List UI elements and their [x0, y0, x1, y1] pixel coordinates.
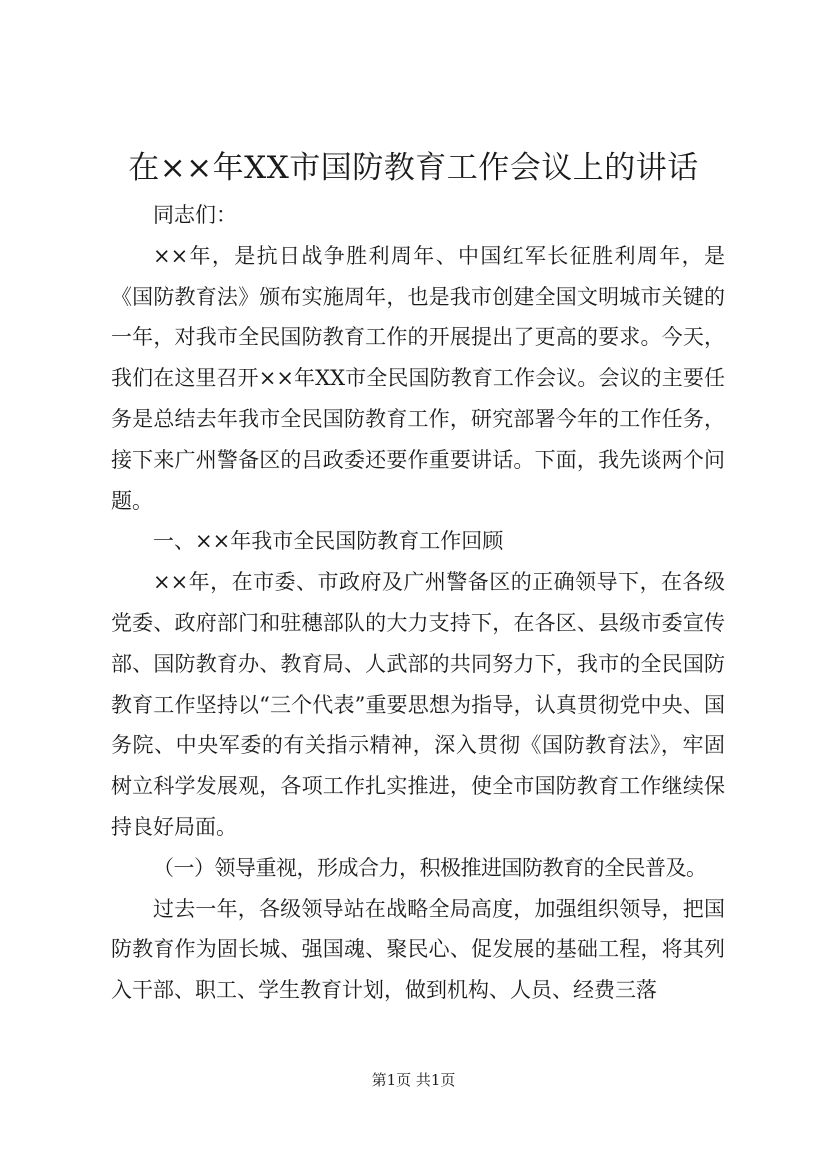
salutation: 同志们： [153, 203, 237, 227]
document-title: 在××年XX市国防教育工作会议上的讲话 [128, 150, 699, 186]
paragraph-intro: ××年，是抗日战争胜利周年、中国红军长征胜利周年，是《国防教育法》颁布实施周年，也是我市创建全国文明城市关键的一年，对我市全民国防教育工作的开展提出了更高的要求。今天，我们在这里召开××年XX市全民国防教育工作会议。会议的主要任务是总结去年我市全民国防教育工作，研究部署今年的工作任务，接下来广州警备区的吕政委还要作重要讲话。下面，我先谈两个问题。 [111, 243, 725, 513]
paragraph-review: ××年，在市委、市政府及广州警备区的正确领导下，在各级党委、政府部门和驻穗部队的大力支持下，在各区、县级市委宣传部、国防教育办、教育局、人武部的共同努力下，我市的全民国防教育工作坚持以“三个代表”重要思想为指导，认真贯彻党中央、国务院、中央军委的有关指示精神，深入贯彻《国防教育法》，牢固树立科学发展观，各项工作扎实推进，使全市国防教育工作继续保持良好局面。 [111, 570, 725, 839]
paragraph-leadership: 过去一年，各级领导站在战略全局高度，加强组织领导，把国防教育作为固长城、强国魂、聚民心、促发展的基础工程，将其列入干部、职工、学生教育计划，做到机构、人员、经费三落 [111, 896, 725, 1003]
page-footer: 第1页 共1页 [371, 1071, 456, 1089]
document-body [111, 195, 725, 1011]
subsection-heading-leadership: （一）领导重视，形成合力，积极推进国防教育的全民普及。 [153, 855, 707, 880]
section-heading-review: 一、××年我市全民国防教育工作回顾 [153, 529, 504, 554]
